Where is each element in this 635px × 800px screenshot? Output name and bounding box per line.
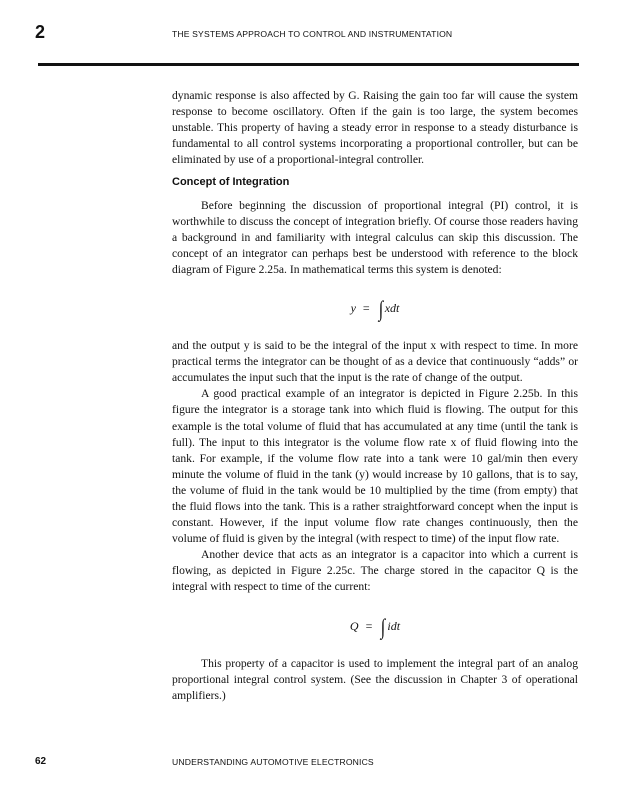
running-footer: UNDERSTANDING AUTOMOTIVE ELECTRONICS xyxy=(172,757,374,767)
integral-sign-icon: ∫ xyxy=(378,296,383,322)
section-heading: Concept of Integration xyxy=(172,176,290,189)
paragraph-2: Before beginning the discussion of proportional integral (PI) control, it is worthwhile to discuss the concept of integration briefly. Of course those readers having a background in and familiarity with integral calculus can skip this discussion. The concept of an integrator can perhaps best be understood with reference to the block diagram of Figure 2.25a. In mathematical terms this system is denoted: xyxy=(172,198,578,276)
eq1-rhs: xdt xyxy=(384,301,400,316)
page-number: 62 xyxy=(35,756,47,767)
paragraph-6: This property of a capacitor is used to implement the integral part of an analog proportional integral control system. (See the discussion in Chapter 3 of operational amplifiers.) xyxy=(172,656,578,702)
integral-sign-icon: ∫ xyxy=(381,613,386,639)
body-text xyxy=(172,88,578,704)
equation-integral-q xyxy=(172,607,578,645)
eq2-lhs: Q xyxy=(349,618,359,633)
running-header: THE SYSTEMS APPROACH TO CONTROL AND INSTRUMENTATION xyxy=(172,29,453,39)
chapter-number: 2 xyxy=(35,22,46,42)
paragraph-1: dynamic response is also affected by G. Raising the gain too far will cause the system response to become oscillatory. Often if the gain is too large, the system becomes unstable. This property of having a steady error in response to a steady disturbance is fundamental to all control systems incorporating a proportional controller, but can be eliminated by use of a proportional-integral controller. xyxy=(172,89,578,167)
paragraph-5: Another device that acts as an integrator is a capacitor into which a current is flowing, as depicted in Figure 2.25c. The charge stored in the capacitor Q is the integral with respect to time of the current: xyxy=(172,548,578,594)
eq2-equals: = xyxy=(365,618,373,633)
eq1-equals: = xyxy=(362,301,370,316)
eq1-lhs: y xyxy=(350,301,356,316)
header-rule xyxy=(38,63,579,66)
eq2-rhs: idt xyxy=(387,618,401,633)
paragraph-3: and the output y is said to be the integral of the input x with respect to time. In more practical terms the integrator can be thought of as a device that continuously “adds” or accumulates the input such that the input is the rate of change of the output. xyxy=(172,339,578,385)
equation-integral-y xyxy=(172,289,578,327)
paragraph-4: A good practical example of an integrator is depicted in Figure 2.25b. In this figure the integrator is a storage tank into which fluid is flowing. The output for this example is the total volume of fluid that has accumulated at any time (until the tank is full). The input to this integrator is the volume flow rate x of fluid flowing into the tank. For example, if the volume flow rate into a tank were 10 gal/min then every minute the volume of fluid in the tank (y) would increase by 10 gallons, that is to say, the volume of fluid in the tank would be 10 multiplied by the time (from empty) that the fluid flows into the tank. This is a rather straightforward concept when the input is constant. However, if the input volume flow rate changes continuously, then the volume of fluid is given by the integral (with respect to time) of the input flow rate. xyxy=(172,387,578,546)
